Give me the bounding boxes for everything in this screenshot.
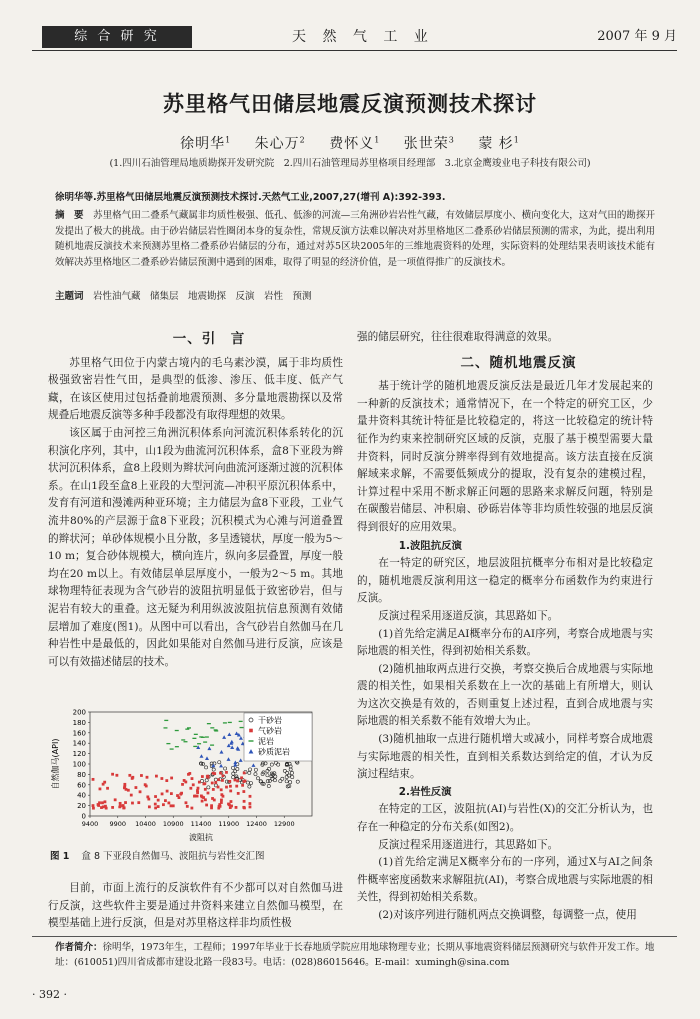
point-气砂岩 <box>204 798 207 801</box>
point-气砂岩 <box>220 788 223 791</box>
x-tick-label: 11400 <box>190 820 212 828</box>
author: 张世荣$^3$ <box>403 135 455 152</box>
point-气砂岩 <box>99 788 102 791</box>
figure-caption-text: 盒 8 下亚段自然伽马、波阻抗与岩性交汇图 <box>81 851 265 862</box>
x-tick-label: 12900 <box>273 820 295 828</box>
paragraph: 目前，市面上流行的反演软件有不少都可以对自然伽马进行反演，这些软件主要是通过井资料来建立自然伽马模型，在模型基础上进行反演，但是对苏里格这样非均质性极 <box>48 882 343 930</box>
point-气砂岩 <box>214 781 217 784</box>
point-气砂岩 <box>225 786 228 789</box>
point-干砂岩 <box>281 777 284 780</box>
point-气砂岩 <box>213 799 216 802</box>
point-气砂岩 <box>201 775 204 778</box>
point-气砂岩 <box>167 802 170 805</box>
point-干砂岩 <box>291 775 294 778</box>
point-气砂岩 <box>166 790 169 793</box>
point-气砂岩 <box>204 788 207 791</box>
point-气砂岩 <box>205 804 208 807</box>
point-气砂岩 <box>147 798 150 801</box>
point-气砂岩 <box>124 801 127 804</box>
point-气砂岩 <box>127 789 130 792</box>
point-干砂岩 <box>254 773 257 776</box>
figure-1-scatter-chart <box>48 704 328 844</box>
x-tick-label: 12400 <box>246 820 267 828</box>
point-气砂岩 <box>139 790 142 793</box>
point-砂质泥岩 <box>205 756 209 760</box>
paragraph: (1)首先给定满足X概率分布的一序列，通过X与AI之间条件概率密度函数来求解阻抗(AI)，考察合成地震与实际地震的相关性，得到初始相关系数。 <box>357 856 653 904</box>
point-干砂岩 <box>274 761 277 764</box>
header-rule <box>32 50 677 51</box>
author-list <box>0 133 700 153</box>
point-砂质泥岩 <box>230 745 234 749</box>
x-tick-label: 10900 <box>162 820 184 828</box>
point-气砂岩 <box>191 777 194 780</box>
point-气砂岩 <box>197 787 200 790</box>
point-气砂岩 <box>106 787 109 790</box>
point-干砂岩 <box>286 771 289 774</box>
point-气砂岩 <box>154 803 157 806</box>
point-气砂岩 <box>207 792 210 795</box>
point-气砂岩 <box>122 807 125 810</box>
paragraph: 在一特定的研究区，地层波阻抗概率分布相对是比较稳定的，随机地震反演利用这一稳定的概率分布函数作为约束进行反演。 <box>357 557 653 605</box>
point-干砂岩 <box>266 774 269 777</box>
point-气砂岩 <box>144 783 147 786</box>
keywords <box>55 289 655 305</box>
point-气砂岩 <box>222 774 225 777</box>
point-干砂岩 <box>274 775 277 778</box>
y-tick-label: 40 <box>77 791 86 800</box>
left-column-bottom <box>48 880 343 933</box>
paragraph: 反演过程采用逐道反演，其思路如下。 <box>378 609 559 622</box>
point-气砂岩 <box>170 804 173 807</box>
author: 费怀义$^1$ <box>329 135 381 152</box>
point-气砂岩 <box>154 807 157 810</box>
y-tick-label: 140 <box>72 739 86 748</box>
y-tick-label: 80 <box>77 770 86 779</box>
point-气砂岩 <box>170 792 173 795</box>
y-tick-label: 20 <box>77 802 86 811</box>
point-干砂岩 <box>249 781 252 784</box>
point-气砂岩 <box>185 801 188 804</box>
x-tick-label: 9900 <box>109 820 127 828</box>
point-干砂岩 <box>296 780 299 783</box>
point-气砂岩 <box>220 793 223 796</box>
point-气砂岩 <box>198 781 201 784</box>
point-砂质泥岩 <box>219 750 223 754</box>
point-气砂岩 <box>154 795 157 798</box>
point-气砂岩 <box>135 786 138 789</box>
point-干砂岩 <box>270 763 273 766</box>
point-气砂岩 <box>217 786 220 789</box>
point-干砂岩 <box>248 768 251 771</box>
citation: 徐明华等.苏里格气田储层地震反演预测技术探讨.天然气工业,2007,27(增刊 A):392-393. <box>55 192 446 203</box>
point-气砂岩 <box>155 775 158 778</box>
y-tick-label: 0 <box>81 812 86 821</box>
point-干砂岩 <box>246 781 249 784</box>
point-干砂岩 <box>205 779 208 782</box>
point-气砂岩 <box>111 806 114 809</box>
point-气砂岩 <box>201 800 204 803</box>
point-气砂岩 <box>183 779 186 782</box>
point-气砂岩 <box>193 795 196 798</box>
y-tick-label: 160 <box>72 729 86 738</box>
point-气砂岩 <box>190 807 193 810</box>
point-气砂岩 <box>157 799 160 802</box>
point-干砂岩 <box>285 780 288 783</box>
y-tick-label: 200 <box>72 708 86 717</box>
point-气砂岩 <box>242 806 245 809</box>
section-heading-intro: 一、引 言 <box>172 331 246 347</box>
footnote-label: 作者简介： <box>55 942 103 953</box>
article-title: 苏里格气田储层地震反演预测技术探讨 <box>163 92 537 116</box>
point-气砂岩 <box>228 780 231 783</box>
legend-label: 砂质泥岩 <box>258 747 290 757</box>
point-干砂岩 <box>234 770 237 773</box>
point-气砂岩 <box>162 803 165 806</box>
point-气砂岩 <box>119 805 122 808</box>
point-干砂岩 <box>289 768 292 771</box>
point-气砂岩 <box>146 776 149 779</box>
paragraph: (2)随机抽取两点进行交换，考察交换后合成地震与实际地震的相关性，如果相关系数在上一次的基础上有所增大，则认为这次交换是有效的，否则重复上述过程，直到合成地震与实际地震的相关系数不能有效增大为止。 <box>357 662 653 728</box>
point-干砂岩 <box>248 785 251 788</box>
y-tick-label: 180 <box>72 718 86 727</box>
point-气砂岩 <box>249 806 252 809</box>
point-气砂岩 <box>148 805 151 808</box>
left-column <box>48 331 343 671</box>
author: 朱心万$^2$ <box>254 135 306 152</box>
paragraph: (1)首先给定满足AI概率分布的AI序列，考察合成地震与实际地震的相关性，得到初始相关系数。 <box>357 627 653 658</box>
point-气砂岩 <box>128 774 131 777</box>
point-气砂岩 <box>249 795 252 798</box>
point-干砂岩 <box>225 780 228 783</box>
point-砂质泥岩 <box>251 763 255 767</box>
point-干砂岩 <box>289 781 292 784</box>
paragraph: (2)对该序列进行随机两点交换调整，每调整一点，使用 <box>378 909 637 921</box>
point-砂质泥岩 <box>207 747 211 751</box>
point-干砂岩 <box>204 766 207 769</box>
point-气砂岩 <box>131 802 134 805</box>
keywords-text: 岩性油气藏 储集层 地震勘探 反演 岩性 预测 <box>93 291 312 302</box>
y-tick-label: 60 <box>77 781 86 790</box>
point-气砂岩 <box>241 784 244 787</box>
paragraph-continued: 强的储层研究，往往很难取得满意的效果。 <box>357 331 559 343</box>
x-tick-label: 11900 <box>218 820 240 828</box>
point-干砂岩 <box>254 768 257 771</box>
keywords-label: 主题词 <box>55 291 84 302</box>
point-气砂岩 <box>229 790 232 793</box>
point-气砂岩 <box>98 801 101 804</box>
running-header <box>32 26 677 50</box>
point-气砂岩 <box>212 772 215 775</box>
point-干砂岩 <box>290 771 293 774</box>
legend-marker <box>249 729 253 733</box>
point-气砂岩 <box>92 807 95 810</box>
affiliations: (1.四川石油管理局地质勘探开发研究院 2.四川石油管理局苏里格项目经理部 3.北京金鹰竣业电子科技有限公司) <box>109 158 591 169</box>
point-气砂岩 <box>218 803 221 806</box>
subsection-heading: 2.岩性反演 <box>398 785 452 798</box>
right-column <box>357 329 653 925</box>
point-干砂岩 <box>267 784 270 787</box>
point-气砂岩 <box>179 793 182 796</box>
point-干砂岩 <box>224 767 227 770</box>
point-气砂岩 <box>228 803 231 806</box>
subsection-heading: 1.波阻抗反演 <box>398 539 462 552</box>
point-气砂岩 <box>157 805 160 808</box>
paragraph: 该区属于由河控三角洲沉积体系向河流沉积体系转化的沉积演化序列，其中，山1段为曲流河沉积体系，盒8下亚段为辫状河沉积体系，盒8上段则为辫状河向曲流河逐渐过渡的沉积体系。在山1段至盒8上亚段的大型河流—冲积平原沉积体系中，发育有河道和漫滩两种亚环境；主力储层为盒8下亚段，工业气流井80%的产层源于盒8下亚段；沉积模式为心滩与河道叠置的辫状河；单砂体规模小且分散，多呈透镜状，厚度一般为5～10 m；复合砂体规模大，横向连片，纵向多层叠置，厚度一般均在20 m以上。有效储层单层厚度小，一般为2～5 m。其地球物理特征表现为含气砂岩的波阻抗明显低于致密砂岩，但与泥岩有较大的重叠。这无疑为利用纵波波阻抗信息预测有效储层增加了难度(图1)。从图中可以看出，含气砂岩自然伽马在几种岩性中是最低的，因此如果能对自然伽马进行反演，应该是可以有效描述储层的技术。 <box>48 426 343 668</box>
author: 蒙 杉$^1$ <box>478 135 520 152</box>
point-气砂岩 <box>217 807 220 810</box>
paragraph: 基于统计学的随机地震反演反法是最近几年才发展起来的一种新的反演技术；通常情况下，在一个特定的研究工区，少量井资料其统计特征是比较稳定的，将这一比较稳定的统计特征作为约束来控制研究区域的反演，克服了基于模型需要大量井资料，同时反演分辨率得到有效地提高。该方法直接在反演解域来求解，不需要低频成分的提取，没有复杂的建模过程，计算过程中采用不断求解正问题的思路来求解反问题，特别是在碳酸岩储层、冲积扇、砂砾岩体等非均质性较强的地层反演得到很好的应用效果。 <box>357 380 653 533</box>
issue-date: 2007 年 9 月 <box>597 29 677 44</box>
point-气砂岩 <box>234 779 237 782</box>
point-砂质泥岩 <box>199 754 203 758</box>
point-砂质泥岩 <box>211 764 215 768</box>
paragraph: 在特定的工区，波阻抗(AI)与岩性(X)的交汇分析认为，也存在一种稳定的分布关系(如图2)。 <box>357 803 653 834</box>
point-气砂岩 <box>111 773 114 776</box>
abstract-label: 摘 要 <box>55 210 84 221</box>
point-气砂岩 <box>170 777 173 780</box>
point-干砂岩 <box>218 761 221 764</box>
point-干砂岩 <box>214 778 217 781</box>
point-气砂岩 <box>242 790 245 793</box>
legend-label: 干砂岩 <box>258 716 282 725</box>
point-气砂岩 <box>237 792 240 795</box>
point-气砂岩 <box>210 804 213 807</box>
point-砂质泥岩 <box>239 736 243 740</box>
point-气砂岩 <box>211 782 214 785</box>
point-气砂岩 <box>248 802 251 805</box>
point-气砂岩 <box>220 799 223 802</box>
point-气砂岩 <box>202 782 205 785</box>
page-number: · 392 · <box>32 988 67 1001</box>
point-干砂岩 <box>200 779 203 782</box>
point-气砂岩 <box>114 798 117 801</box>
point-气砂岩 <box>101 801 104 804</box>
point-干砂岩 <box>285 775 288 778</box>
point-干砂岩 <box>232 776 235 779</box>
author-footnote <box>55 940 655 970</box>
point-气砂岩 <box>130 794 133 797</box>
figure-caption <box>50 848 340 862</box>
point-气砂岩 <box>188 772 191 775</box>
abstract-text: 苏里格气田二叠系气藏属非均质性极强、低孔、低渗的河流—三角洲砂岩岩性气藏，有效储层厚度小、横向变化大，这对气田的勘探开发提出了极大的挑战。由于砂岩储层岩性圈闭本身的复杂性，常规反演方法难以解决对苏里格地区二叠系砂岩储层预测的需求，为此，提出利用随机地震反演技术来预测苏里格二叠系砂岩储层的分布，通过对苏5区块2005年的三维地震资料的处理，实际资料的处理结果表明该技术能有效解决苏里格地区二叠系砂岩储层预测中遇到的困难，取得了明显的经济价值，是一项值得推广的反演技术。 <box>55 210 655 268</box>
point-干砂岩 <box>207 786 210 789</box>
paragraph: 苏里格气田位于内蒙古境内的毛乌素沙漠，属于非均质性极强致密岩性气田，是典型的低渗、渗压、低丰度、低产气藏，在该区使用过包括叠前地震预测、多分量地震勘探以及常规叠后地震反演等多种手段都没有取得理想的效果。 <box>48 356 343 422</box>
point-气砂岩 <box>137 801 140 804</box>
point-气砂岩 <box>92 804 95 807</box>
point-气砂岩 <box>219 772 222 775</box>
x-tick-label: 10400 <box>135 820 156 828</box>
point-气砂岩 <box>161 793 164 796</box>
y-tick-label: 100 <box>72 760 86 769</box>
point-气砂岩 <box>212 788 215 791</box>
point-气砂岩 <box>164 799 167 802</box>
point-气砂岩 <box>242 780 245 783</box>
point-气砂岩 <box>115 774 118 777</box>
point-砂质泥岩 <box>222 735 226 739</box>
point-砂质泥岩 <box>219 764 223 768</box>
footnote-text: 徐明华，1973年生，工程师；1997年毕业于长春地质学院应用地球物理专业；长期从事地震资料储层预测研究与软件开发工作。地址：(610051)四川省成都市建设北路一段83号。电话：(028)86015646。E-mail：xumingh@sina.com <box>55 942 655 968</box>
point-气砂岩 <box>186 805 189 808</box>
point-气砂岩 <box>131 776 134 779</box>
paragraph: 反演过程采用逐道进行，其思路如下。 <box>378 838 559 851</box>
author: 徐明华$^1$ <box>180 135 232 152</box>
point-干砂岩 <box>231 766 234 769</box>
point-气砂岩 <box>102 805 105 808</box>
point-气砂岩 <box>221 779 224 782</box>
point-气砂岩 <box>235 785 238 788</box>
point-干砂岩 <box>212 768 215 771</box>
figure-number: 图 1 <box>50 851 70 862</box>
point-气砂岩 <box>92 778 95 781</box>
y-tick-label: 120 <box>72 750 86 759</box>
x-axis-label: 波阻抗 <box>189 833 213 842</box>
point-气砂岩 <box>119 802 122 805</box>
point-气砂岩 <box>160 777 163 780</box>
point-气砂岩 <box>206 775 209 778</box>
point-气砂岩 <box>229 785 232 788</box>
point-气砂岩 <box>243 800 246 803</box>
point-气砂岩 <box>104 800 107 803</box>
point-气砂岩 <box>178 796 181 799</box>
point-气砂岩 <box>240 776 243 779</box>
point-气砂岩 <box>165 779 168 782</box>
legend-label: 气砂岩 <box>258 726 282 736</box>
point-气砂岩 <box>189 787 192 790</box>
point-干砂岩 <box>248 771 251 774</box>
point-气砂岩 <box>225 771 228 774</box>
point-气砂岩 <box>229 806 232 809</box>
point-气砂岩 <box>102 783 105 786</box>
point-砂质泥岩 <box>239 758 243 762</box>
point-干砂岩 <box>256 777 259 780</box>
point-气砂岩 <box>235 806 238 809</box>
point-气砂岩 <box>181 783 184 786</box>
paragraph: (3)随机抽取一点进行随机增大或减小，同样考察合成地震与实际地震的相关性，直到相关系数达到给定的值，才认为反演过程结束。 <box>357 733 653 781</box>
y-axis-label: 自然伽马(API) <box>51 738 60 790</box>
point-气砂岩 <box>217 778 220 781</box>
section-heading-stochastic: 二、随机地震反演 <box>460 354 577 371</box>
section-tag: 综 合 研 究 <box>42 26 192 48</box>
point-干砂岩 <box>266 780 269 783</box>
point-气砂岩 <box>243 772 246 775</box>
x-tick-label: 9400 <box>81 820 99 828</box>
point-气砂岩 <box>196 789 199 792</box>
point-气砂岩 <box>140 774 143 777</box>
abstract <box>55 208 655 270</box>
point-气砂岩 <box>230 800 233 803</box>
point-气砂岩 <box>105 807 108 810</box>
point-气砂岩 <box>192 783 195 786</box>
point-砂质泥岩 <box>227 732 231 736</box>
legend-label: 泥岩 <box>258 737 274 746</box>
footnote-rule <box>32 936 677 937</box>
journal-name: 天 然 气 工 业 <box>292 29 434 45</box>
point-气砂岩 <box>123 786 126 789</box>
point-砂质泥岩 <box>226 757 230 761</box>
point-气砂岩 <box>236 780 239 783</box>
